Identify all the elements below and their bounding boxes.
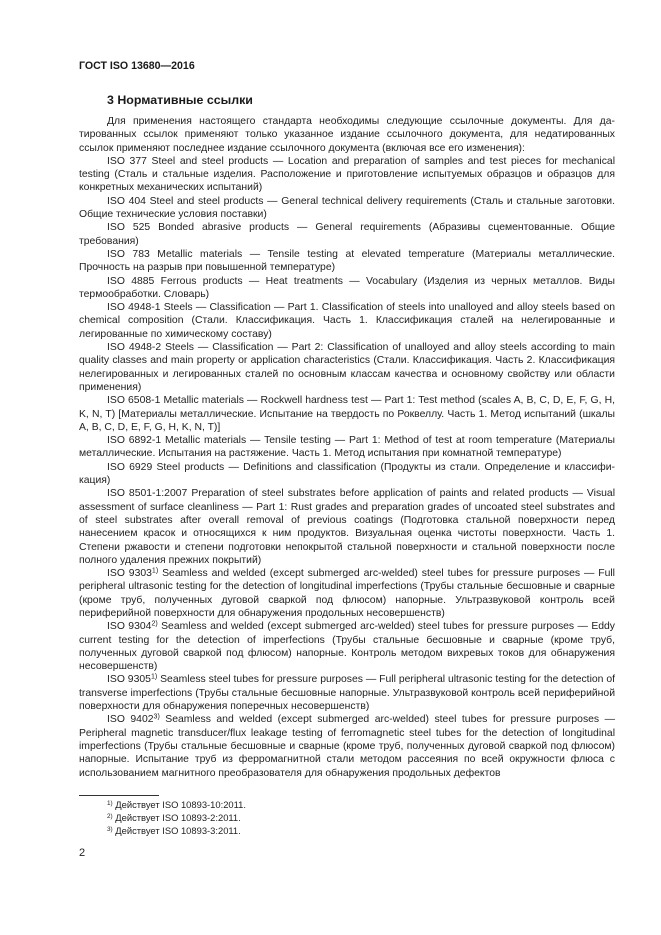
footnote-1: [107, 798, 507, 811]
reference-iso-8501-1: ISO 8501-1:2007 Preparation of steel substrates before application of paints and related products — Visual assessment of surface cleanliness — Part 1: Rust grades and preparation grades of uncoated steel substrates and of steel substrates after overall removal of previous coatings (Подготовка стальной поверхности перед нанесением красок и относящихся к ним продуктов. Визуальная оценка чистоты поверхности. Часть 1. Степени ржавости и степени подготовки непокрытой стальной поверхности и стальной поверхности после полного удаления прежних покрытий): [79, 488, 615, 566]
footnote-mark: 3): [153, 713, 160, 721]
footnote-divider: [79, 795, 159, 796]
reference-text: Seamless and welded (except submerged arc-welded) steel tubes for pressure purposes — Full peripheral ultrasonic testing for the detection of longitudinal imperfections (Трубы стальные бесшовные и сварные (кроме труб, полученных дуговой сваркой под флюсом) напорные. Ультразвуковой контроль всей периферийной поверхности для обнаружения продольных несовершенств): [79, 568, 615, 619]
footnote-mark: 3): [107, 825, 113, 833]
footnote-3: [107, 824, 507, 837]
intro-paragraph: Для применения настоящего стандарта необходимы следующие ссылочные документы. Для датированных ссылок применяют только указанное издание ссылочного документа, для недатированных ссылок применяют последнее издание ссылочного документа (включая все его изменения):: [79, 116, 615, 154]
reference-iso-377: ISO 377 Steel and steel products — Location and preparation of samples and test pieces for mechanical testing (Сталь и стальные изделия. Расположение и приготовление испытуемых образцов и образцов для конкретных механических испытаний): [79, 155, 615, 194]
footnote-text: Действует ISO 10893-3:2011.: [112, 825, 241, 836]
reference-text: Seamless and welded (except submerged arc-welded) steel tubes for pressure purposes — Peripheral magnetic transducer/flux leakage testing of ferromagnetic steel tubes for the detection of longitudinal imperfections (Трубы стальные бесшовные и сварные (кроме труб, полученных дуговой сваркой под флюсом) напорные. Испытание труб из ферромагнитной стали методом рассеяния по всей окружности флюса с использованием магнитного преобразователя для обнаружения продольных дефектов: [79, 714, 616, 779]
footnote-mark: 1): [107, 799, 113, 807]
footnote-mark: 2): [107, 812, 113, 820]
reference-iso-783: ISO 783 Metallic materials — Tensile testing at elevated temperature (Материалы металлические. Прочность на разрыв при повышенной температуре): [79, 248, 615, 274]
reference-iso-6929: ISO 6929 Steel products — Definitions and classification (Продукты из стали. Определение и классификация): [79, 461, 615, 487]
reference-iso-9402: [79, 713, 615, 779]
reference-iso-9304: [79, 620, 615, 673]
footnotes: [107, 798, 507, 837]
reference-code: ISO 9304: [107, 621, 152, 633]
reference-iso-4885: ISO 4885 Ferrous products — Heat treatments — Vocabulary (Изделия из черных металлов. Виды термообработки. Словарь): [79, 275, 615, 300]
reference-code: ISO 9303: [107, 568, 152, 580]
footnote-2: [107, 811, 507, 824]
reference-iso-525: ISO 525 Bonded abrasive products — General requirements (Абразивы сцементованные. Общие требования): [79, 222, 615, 247]
reference-code: ISO 9305: [107, 674, 151, 686]
page-number: 2: [79, 847, 86, 859]
footnote-mark: 2): [151, 620, 158, 628]
reference-code: ISO 9402: [107, 714, 154, 726]
document-header: ГОСТ ISO 13680—2016: [79, 60, 195, 72]
reference-iso-4948-2: ISO 4948-2 Steels — Classification — Part 2: Classification of unalloyed and alloy steels according to main quality classes and main property or application characteristics (Стали. Классификация. Часть 2. Классификация нелегированных и легированных сталей по основным классам качества и основному свойству или области применения): [79, 342, 615, 393]
footnote-mark: 1): [151, 567, 159, 575]
reference-iso-6508-1: ISO 6508-1 Metallic materials — Rockwell hardness test — Part 1: Test method (scales A, B, C, D, E, F, G, H, K, N, T) [Материалы металлические. Испытание на твердость по Роквеллу. Часть 1. Метод испытаний (шкалы A, B, C, D, E, F, G, H, K, N, T)]: [79, 395, 615, 433]
section-title: 3 Нормативные ссылки: [107, 93, 253, 107]
footnote-mark: 1): [150, 673, 158, 681]
reference-iso-9305: [79, 673, 615, 713]
reference-iso-9303: [79, 567, 615, 620]
footnote-text: Действует ISO 10893-2:2011.: [112, 812, 241, 823]
reference-iso-404: ISO 404 Steel and steel products — General technical delivery requirements (Сталь и стальные заготовки. Общие технические условия поставки): [79, 195, 615, 221]
reference-iso-4948-1: ISO 4948-1 Steels — Classification — Part 1. Classification of steels into unalloyed and alloy steels based on chemical composition (Стали. Классификация. Часть 1. Классификация сталей на нелегированные и легированные по химическому составу): [79, 302, 615, 340]
reference-text: Seamless and welded (except submerged arc-welded) steel tubes for pressure purposes — Eddy current testing for the detection of imperfections (Трубы стальные бесшовные и сварные (кроме труб, полученных дуговой сваркой под флюсом) напорные. Контроль методом вихревых токов для обнаружения несовершенств): [79, 621, 615, 673]
footnote-text: Действует ISO 10893-10:2011.: [112, 799, 246, 810]
normative-references-body: [79, 115, 615, 780]
reference-text: Seamless steel tubes for pressure purposes — Full peripheral ultrasonic testing for the detection of transverse imperfections (Трубы стальные бесшовные напорные. Ультразвуковой контроль всей периферийной поверхности для обнаружения поперечных несовершенств): [79, 674, 616, 713]
reference-iso-6892-1: ISO 6892-1 Metallic materials — Tensile testing — Part 1: Method of test at room temperature (Материалы металлические. Испытания на растяжение. Часть 1. Метод испытания при комнатной температуре): [79, 435, 615, 460]
